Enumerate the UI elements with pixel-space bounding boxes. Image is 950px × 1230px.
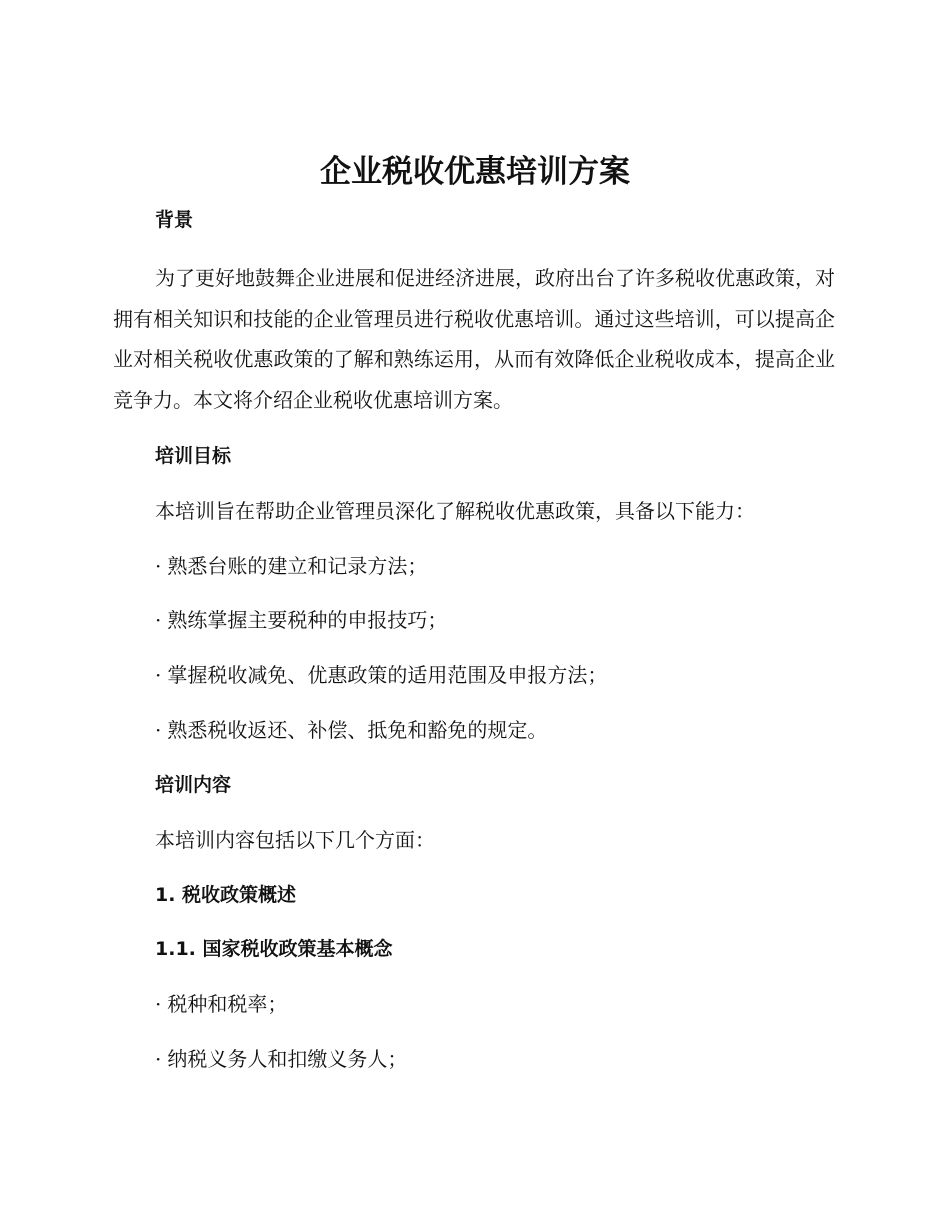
list-item-text: 纳税义务人和扣缴义务人； xyxy=(167,1047,408,1071)
content-list-item xyxy=(155,990,287,1018)
bullet-dot: · xyxy=(155,608,162,632)
content-list-item xyxy=(155,1045,407,1073)
goals-list-item xyxy=(155,716,547,744)
subheading-1: 1. 税收政策概述 xyxy=(155,884,297,906)
heading-content: 培训内容 xyxy=(155,774,232,796)
bullet-dot: · xyxy=(155,992,162,1016)
list-item-text: 税种和税率； xyxy=(167,992,288,1016)
list-item-text: 熟悉税收返还、补偿、抵免和豁免的规定。 xyxy=(167,718,548,742)
goals-intro: 本培训旨在帮助企业管理员深化了解税收优惠政策，具备以下能力： xyxy=(155,499,755,523)
background-paragraph: 为了更好地鼓舞企业进展和促进经济进展，政府出台了许多税收优惠政策，对拥有相关知识和技能的企业管理员进行税收优惠培训。通过这些培训，可以提高企业对相关税收优惠政策的了解和熟练运用，从而有效降低企业税收成本，提高企业竞争力。本文将介绍企业税收优惠培训方案。 xyxy=(113,266,835,412)
bullet-dot: · xyxy=(155,554,162,578)
list-item-text: 熟悉台账的建立和记录方法； xyxy=(167,554,428,578)
goals-list-item xyxy=(155,661,607,689)
bullet-dot: · xyxy=(155,718,162,742)
content-intro: 本培训内容包括以下几个方面： xyxy=(155,828,435,852)
subheading-1-1: 1.1. 国家税收政策基本概念 xyxy=(155,938,393,960)
goals-list-item xyxy=(155,606,447,634)
list-item-text: 掌握税收减免、优惠政策的适用范围及申报方法； xyxy=(167,663,608,687)
list-item-text: 熟练掌握主要税种的申报技巧； xyxy=(167,608,448,632)
bullet-dot: · xyxy=(155,1047,162,1071)
heading-background: 背景 xyxy=(155,209,194,231)
heading-goals: 培训目标 xyxy=(155,445,232,467)
goals-list-item xyxy=(155,552,427,580)
bullet-dot: · xyxy=(155,663,162,687)
document-title: 企业税收优惠培训方案 xyxy=(320,154,630,190)
